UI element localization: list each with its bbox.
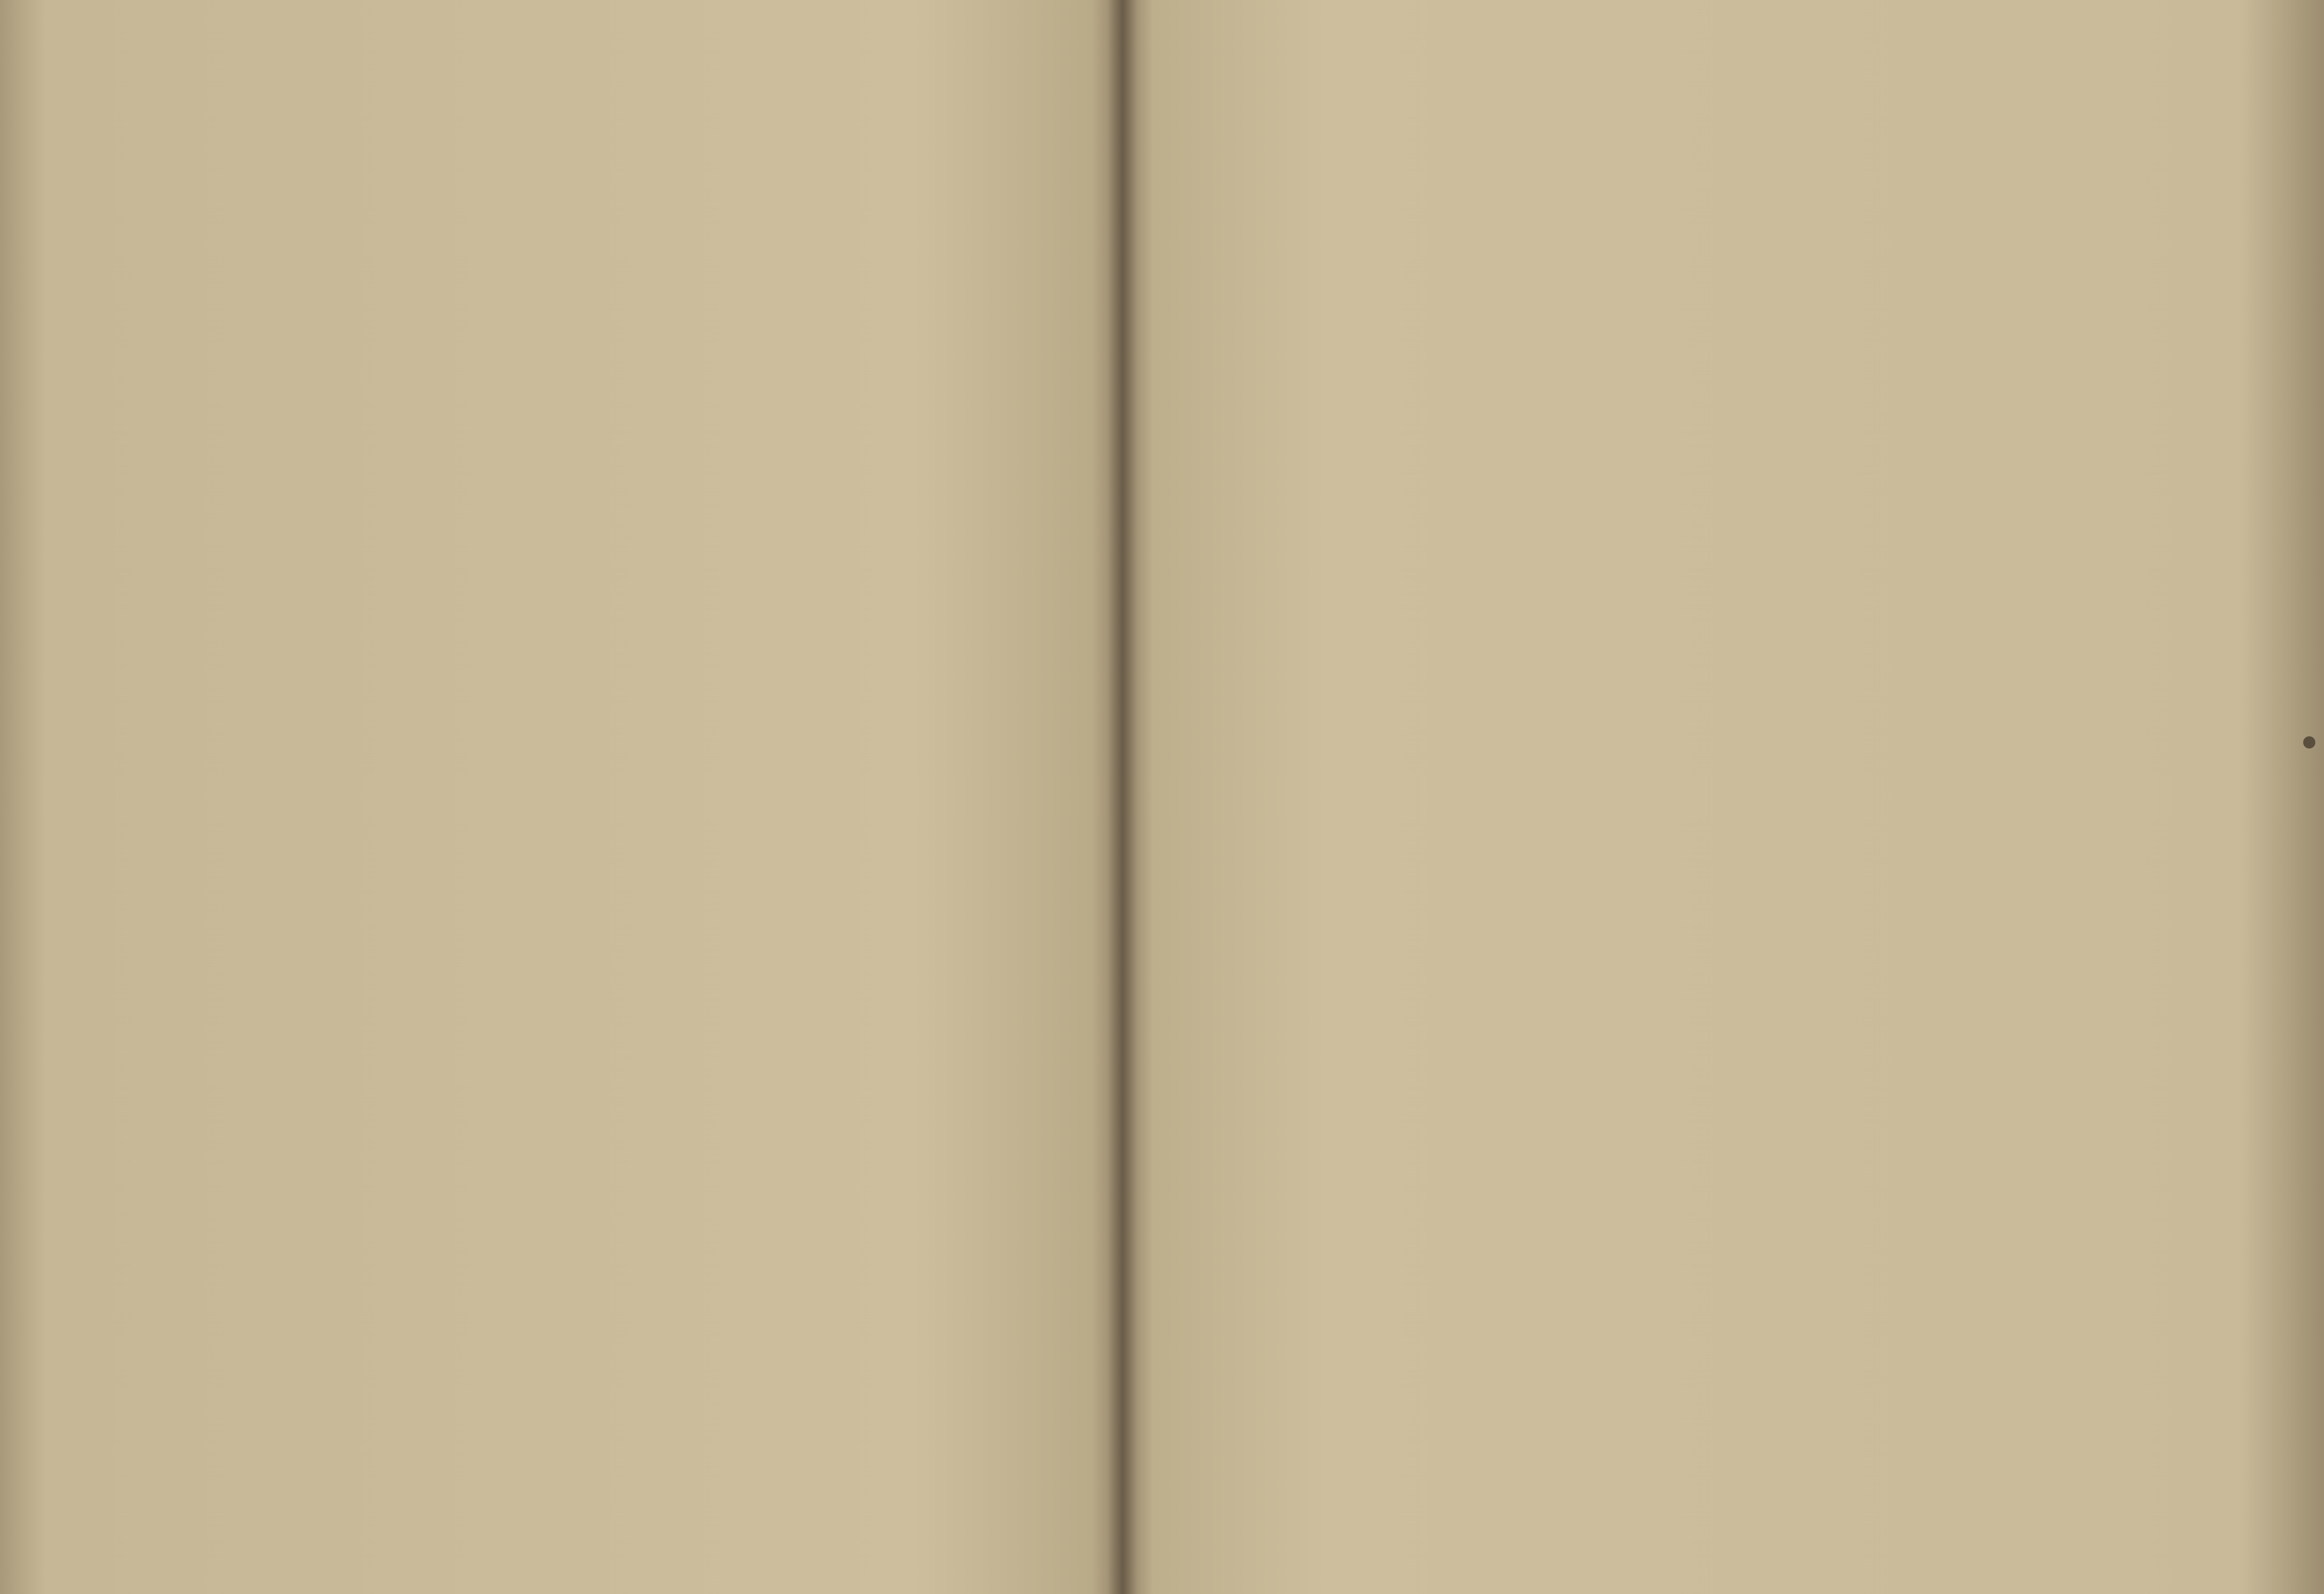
page-gutter: [1107, 0, 1138, 1594]
right-column-1: [1193, 127, 1666, 1548]
novel-column-2: [584, 127, 1051, 1548]
novel-column-1: [94, 127, 541, 1548]
right-column-2: [1686, 122, 2174, 1548]
binding-hole: [2303, 736, 2315, 749]
